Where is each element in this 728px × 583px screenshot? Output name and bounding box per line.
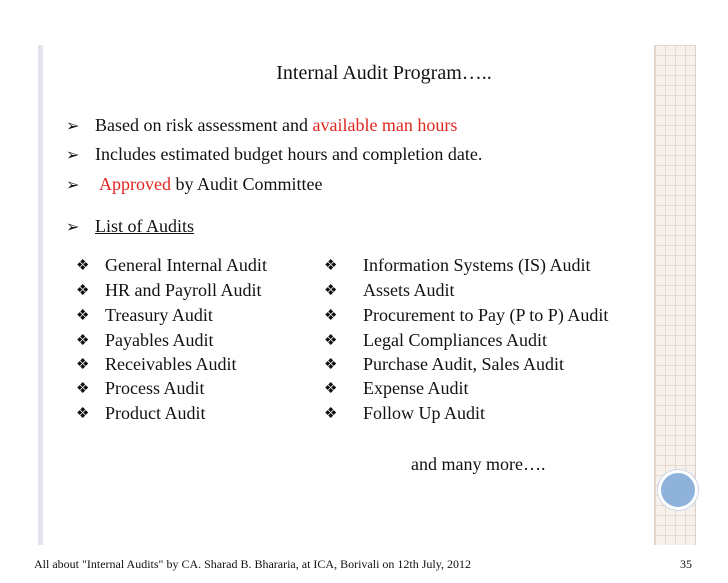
diamond-bullet-icon: ❖: [76, 308, 90, 324]
diamond-bullet-icon: ❖: [324, 381, 338, 397]
list-item: Process Audit: [105, 378, 205, 398]
diamond-bullet-icon: ❖: [324, 406, 338, 422]
list-item: Procurement to Pay (P to P) Audit: [363, 305, 609, 325]
list-item: HR and Payroll Audit: [105, 280, 262, 300]
diamond-bullet-icon: ❖: [324, 357, 338, 373]
bullet-approved: [99, 174, 322, 195]
list-item: Purchase Audit, Sales Audit: [363, 354, 564, 374]
diamond-bullet-icon: ❖: [324, 283, 338, 299]
list-item: Product Audit: [105, 403, 206, 423]
list-item: Receivables Audit: [105, 354, 237, 374]
diamond-bullet-icon: ❖: [76, 357, 90, 373]
bullet-text: Based on risk assessment and: [95, 115, 313, 135]
list-item: Treasury Audit: [105, 305, 213, 325]
diamond-bullet-icon: ❖: [324, 308, 338, 324]
diamond-bullet-icon: ❖: [76, 333, 90, 349]
and-many-more-text: and many more….: [411, 454, 546, 474]
slide-title: Internal Audit Program…..: [276, 62, 492, 84]
bullet-text: by Audit Committee: [170, 174, 323, 194]
diamond-bullet-icon: ❖: [76, 258, 90, 274]
list-heading: List of Audits: [95, 216, 195, 236]
arrow-bullet-icon: ➢: [66, 177, 80, 194]
list-item: Payables Audit: [105, 330, 214, 350]
diamond-bullet-icon: ❖: [76, 381, 90, 397]
arrow-bullet-icon: ➢: [66, 147, 80, 164]
bullet-highlight: available man hours: [312, 115, 458, 135]
slide-footer: All about "Internal Audits" by CA. Sharad B. Bhararia, at ICA, Borivali on 12th July, 2012: [34, 557, 471, 571]
diamond-bullet-icon: ❖: [76, 283, 90, 299]
diamond-bullet-icon: ❖: [324, 258, 338, 274]
bullet-risk-assessment: [95, 115, 457, 136]
list-item: Legal Compliances Audit: [363, 330, 547, 350]
diamond-bullet-icon: ❖: [324, 333, 338, 349]
list-item: Assets Audit: [363, 280, 455, 300]
bullet-text: Includes estimated budget hours and completion date.: [95, 144, 483, 164]
list-item: General Internal Audit: [105, 255, 267, 275]
bullet-budget-hours: [95, 144, 482, 165]
list-item: Follow Up Audit: [363, 403, 486, 423]
arrow-bullet-icon: ➢: [66, 118, 80, 135]
page-number: 35: [680, 557, 692, 571]
bullet-highlight: Approved: [99, 174, 171, 194]
list-item: Expense Audit: [363, 378, 469, 398]
arrow-bullet-icon: ➢: [66, 219, 80, 236]
list-item: Information Systems (IS) Audit: [363, 255, 591, 275]
left-decorative-rule: [38, 45, 43, 545]
diamond-bullet-icon: ❖: [76, 406, 90, 422]
decorative-circle: [658, 470, 698, 510]
